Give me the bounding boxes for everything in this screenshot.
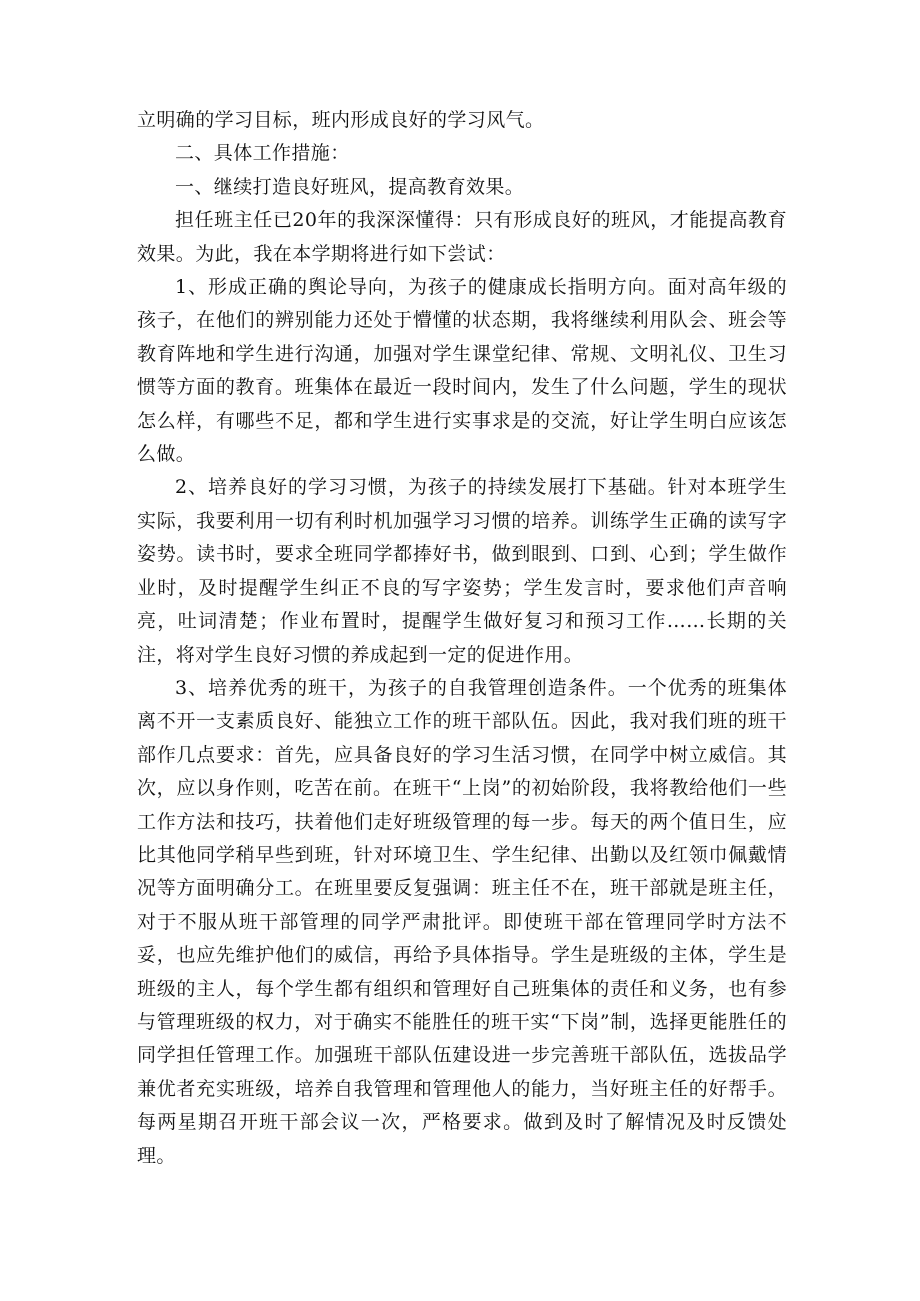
paragraph-goal-continuation: 立明确的学习目标，班内形成良好的学习风气。 — [137, 109, 545, 131]
subsection-heading-class-style: 一、继续打造良好班风，提高教育效果。 — [175, 175, 525, 198]
paragraph-item-3: 3、培养优秀的班干，为孩子的自我管理创造条件。一个优秀的班集体离不开一支素质良好、能独立工作的班干部队伍。因此，我对我们班的班干部作几点要求：首先，应具备良好的学习生活习惯，在同学中树立威信。其次，应以身作则，吃苦在前。在班干“上岗”的初始阶段，我将教给他们一些工作方法和技巧，扶着他们走好班级管理的每一步。每天的两个值日生，应比其他同学稍早些到班，针对环境卫生、学生纪律、出勤以及红领巾佩戴情况等方面明确分工。在班里要反复强调：班主任不在，班干部就是班主任，对于不服从班干部管理的同学严肃批评。即使班干部在管理同学时方法不妥，也应先维护他们的威信，再给予具体指导。学生是班级的主体，学生是班级的主人，每个学生都有组织和管理好自己班集体的责任和义务，也有参与管理班级的权力，对于确实不能胜任的班干实“下岗”制，选择更能胜任的同学担任管理工作。加强班干部队伍建设进一步完善班干部队伍，选拔品学兼优者充实班级，培养自我管理和管理他人的能力，当好班主任的好帮手。每两星期召开班干部会议一次，严格要求。做到及时了解情况及时反馈处理。 — [137, 676, 787, 1167]
section-heading-measures: 二、具体工作措施： — [175, 142, 350, 165]
paragraph-item-2: 2、培养良好的学习习惯，为孩子的持续发展打下基础。针对本班学生实际，我要利用一切有利时机加强学习习惯的培养。训练学生正确的读写字姿势。读书时，要求全班同学都捧好书，做到眼到、口到、心到；学生做作业时，及时提醒学生纠正不良的写字姿势；学生发言时，要求他们声音响亮，吐词清楚；作业布置时，提醒学生做好复习和预习工作……长期的关注，将对学生良好习惯的养成起到一定的促进作用。 — [137, 476, 787, 666]
paragraph-item-1: 1、形成正确的舆论导向，为孩子的健康成长指明方向。面对高年级的孩子，在他们的辨别能力还处于懵懂的状态期，我将继续利用队会、班会等教育阵地和学生进行沟通，加强对学生课堂纪律、常规、文明礼仪、卫生习惯等方面的教育。班集体在最近一段时间内，发生了什么问题，学生的现状怎么样，有哪些不足，都和学生进行实事求是的交流，好让学生明白应该怎么做。 — [137, 276, 787, 466]
paragraph-intro: 担任班主任已20年的我深深懂得：只有形成良好的班风，才能提高教育效果。为此，我在本学期将进行如下尝试： — [137, 209, 787, 265]
document-page — [137, 104, 787, 1173]
